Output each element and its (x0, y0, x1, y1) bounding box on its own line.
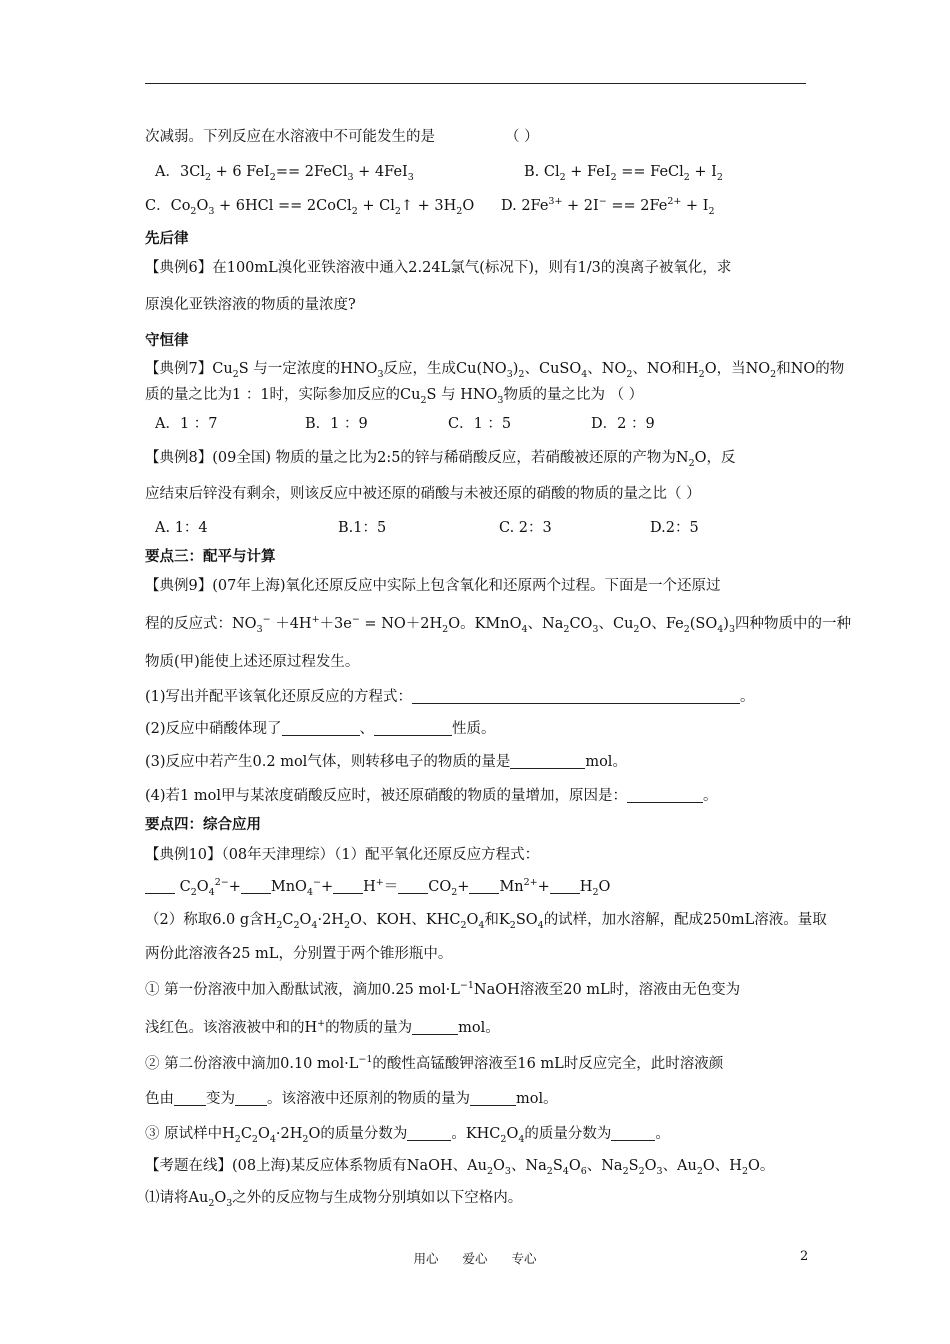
question-3: (3)反应中若产生0.2 mol气体，则转移电子的物质的量是 mol。 (145, 754, 627, 770)
example-10-line-1: 【典例10】（08年天津理综）（1）配平氧化还原反应方程式： (145, 847, 540, 863)
answer-blank[interactable] (241, 878, 271, 894)
answer-blank[interactable] (374, 720, 452, 736)
answer-blank[interactable] (235, 1090, 267, 1106)
answer-blank[interactable] (145, 878, 175, 894)
exam-online-line-1: 【考题在线】(08上海)某反应体系物质有NaOH、$Au_2O_3$、$Na_2S_4O_6$、$Na_2S_2O_3$、$Au_2O$、$H_2O$。 (145, 1158, 775, 1177)
question-2: (2)反应中硝酸体现了 、 性质。 (145, 721, 496, 737)
example-9-line-2: 程的反应式：$NO_3^- +4H^++3e^- = NO+2H_2O$。KMnO$_4$、$Na_2CO_3$、$Cu_2O$、$Fe_2(SO_4)_3$四种物质中的一种 (145, 614, 851, 635)
answer-blank[interactable] (469, 878, 499, 894)
page-number: 2 (800, 1249, 809, 1264)
example-7-option-c: C．1 ：5 (448, 416, 512, 432)
answer-blank[interactable] (412, 1019, 458, 1035)
option-d: D. $2Fe^{3+} + 2I^- == 2Fe^{2+} + I_2$ (501, 196, 715, 217)
example-8-option-d: D.2：5 (650, 520, 699, 536)
question-stem (145, 127, 815, 147)
part-2-line-1: （2）称取6.0 g含$H_2C_2O_4\cdot 2H_2O$、KOH、$KHC_2O_4$和$K_2SO_4$的试样，加水溶解，配成250mL溶液。量取 (145, 912, 827, 931)
question-4: (4)若1 mol甲与某浓度硝酸反应时，被还原硝酸的物质的量增加，原因是： 。 (145, 788, 718, 804)
example-7-option-a: A．1 ：7 (155, 416, 218, 432)
example-7-line-1: 【典例7】$Cu_2S$ 与一定浓度的$HNO_3$反应，生成$Cu(NO_3)_2$、CuSO$_4$、$NO_2$、NO和$H_2O$，当$NO_2$和NO的物 (145, 361, 845, 380)
sub-question-1-line-2: 浅红色。该溶液被中和的H+的物质的量为 mol。 (145, 1018, 500, 1036)
heading-point-three: 要点三：配平与计算 (145, 548, 276, 565)
sub-question-2-line-1: ② 第二份溶液中滴加0.10 $mol\cdot L^{-1}$的酸性高锰酸钾溶液至16 mL时反应完全，此时溶液颜 (145, 1054, 724, 1072)
sub-question-3: ③ 原试样中$H_2C_2O_4\cdot 2H_2O$的质量分数为 。$KHC_2O_4$的质量分数为 。 (145, 1126, 670, 1145)
answer-blank[interactable] (398, 878, 428, 894)
part-2-line-2: 两份此溶液各25 mL，分别置于两个锥形瓶中。 (145, 946, 453, 962)
answer-blank[interactable] (470, 1090, 516, 1106)
option-b: B. $Cl_2 + FeI_2$ == FeCl$_2$ + $I_2$ (524, 164, 723, 183)
option-a: A．$3Cl_2 + 6$ FeI$_2$== 2FeCl$_3$ + 4FeI$_3$ (155, 164, 414, 183)
example-9-line-3: 物质(甲)能使上述还原过程发生。 (145, 654, 360, 670)
answer-blank[interactable] (333, 878, 363, 894)
question-1: (1)写出并配平该氧化还原反应的方程式： 。 (145, 689, 755, 705)
stem-text: 次减弱。下列反应在水溶液中不可能发生的是 (145, 129, 435, 145)
option-row-cd (145, 196, 815, 216)
example-7-option-b: B．1 ：9 (305, 416, 368, 432)
option-c: C．$Co_2O_3 + 6HCl$ == 2CoCl$_2$ + $Cl_2↑ + 3H_2O$ (145, 198, 475, 217)
example-7-line-2: 质的量之比为1 ：1时，实际参加反应的$Cu_2S$ 与 $HNO_3$物质的量之比为 （ ） (145, 387, 644, 406)
option-row-ab (155, 162, 825, 182)
example-7-options (155, 414, 825, 434)
answer-blank[interactable] (282, 720, 360, 736)
sub-question-2-line-2: 色由 变为 。该溶液中还原剂的物质的量为 mol。 (145, 1091, 558, 1107)
answer-paren: （ ） (505, 129, 539, 145)
answer-blank[interactable] (550, 878, 580, 894)
header-rule (145, 83, 806, 84)
answer-blank[interactable] (611, 1125, 655, 1141)
example-8-line-2: 应结束后锌没有剩余，则该反应中被还原的硝酸与未被还原的硝酸的物质的量之比（ ） (145, 486, 701, 502)
example-8-option-b: B.1：5 (338, 520, 387, 536)
sub-question-1-line-1: ① 第一份溶液中加入酚酞试液，滴加0.25 $mol\cdot L^{-1}NaOH$溶液至20 mL时，溶液由无色变为 (145, 980, 741, 998)
page-footer: 用心 爱心 专心 (413, 1251, 537, 1266)
heading-conservation-rule: 守恒律 (145, 332, 189, 349)
example-6-line-1: 【典例6】在100mL溴化亚铁溶液中通入2.24L氯气(标况下)，则有1/3的溴离子被氧化，求 (145, 260, 732, 276)
answer-blank[interactable] (174, 1090, 206, 1106)
example-8-option-a: A. 1：4 (155, 520, 208, 536)
example-9-line-1: 【典例9】(07年上海)氧化还原反应中实际上包含氧化和还原两个过程。下面是一个还原过 (145, 578, 721, 594)
heading-point-four: 要点四：综合应用 (145, 816, 261, 833)
answer-blank[interactable] (412, 688, 740, 704)
answer-blank[interactable] (407, 1125, 451, 1141)
answer-blank[interactable] (510, 753, 585, 769)
example-8-option-c: C. 2：3 (499, 520, 552, 536)
balance-equation: $C_2O_4^{2-}+ MnO_4^-+ H^+= CO_2+ Mn^{2+}+ H_2O$ (145, 877, 815, 897)
answer-blank[interactable] (627, 787, 703, 803)
example-8-options (155, 518, 825, 538)
example-6-line-2: 原溴化亚铁溶液的物质的量浓度? (145, 297, 356, 313)
heading-order-rule: 先后律 (145, 230, 189, 247)
exam-online-line-2: ⑴请将$Au_2O_3$之外的反应物与生成物分别填如以下空格内。 (145, 1190, 523, 1209)
example-7-option-d: D．2 ：9 (591, 416, 655, 432)
example-8-line-1: 【典例8】(09全国) 物质的量之比为2:5的锌与稀硝酸反应，若硝酸被还原的产物为$N_2O$，反 (145, 450, 736, 469)
